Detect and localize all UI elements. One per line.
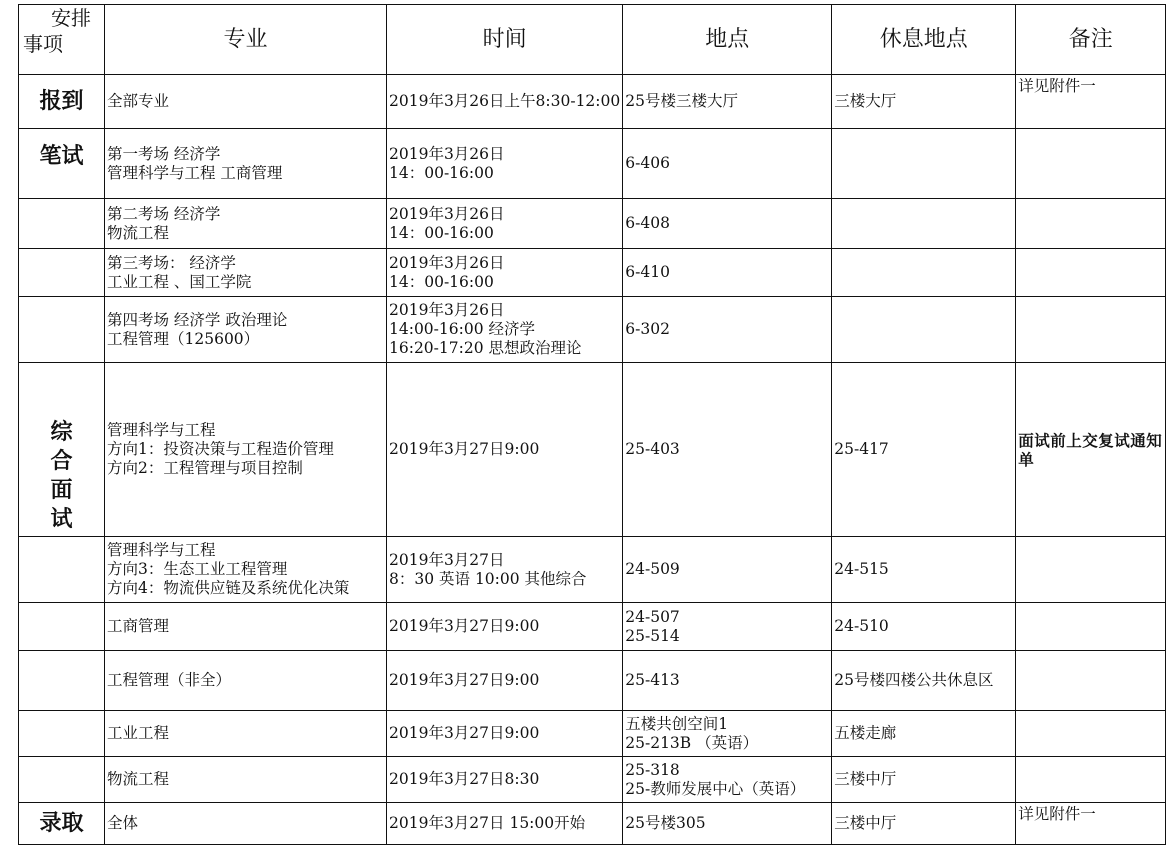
rest-cell: 三楼中厅: [832, 803, 1016, 845]
category-cell: [19, 537, 105, 603]
category-cell: 笔试: [19, 129, 105, 199]
rest-cell: 三楼大厅: [832, 75, 1016, 129]
place-line: 25号楼三楼大厅: [625, 92, 738, 110]
major-line: 工业工程: [107, 724, 170, 742]
time-cell: [387, 249, 623, 297]
time-cell: [387, 363, 623, 537]
major-cell: [105, 603, 387, 651]
header-major: 专业: [105, 5, 387, 75]
time-cell: [387, 199, 623, 249]
note-cell: 详见附件一: [1016, 75, 1166, 129]
time-line: 2019年3月26日: [389, 144, 505, 163]
major-line: 方向2：工程管理与项目控制: [107, 459, 303, 477]
major-cell: [105, 129, 387, 199]
schedule-table-container: [18, 4, 1166, 845]
major-line: 方向3：生态工业工程管理: [107, 560, 288, 578]
major-cell: [105, 363, 387, 537]
category-cell: [19, 363, 105, 537]
note-cell: [1016, 651, 1166, 711]
major-line: 方向4：物流供应链及系统优化决策: [107, 579, 350, 597]
time-line: 2019年3月26日: [389, 204, 505, 223]
time-line: 14：00-16:00: [389, 223, 494, 242]
major-line: 第一考场 经济学: [107, 144, 221, 163]
place-line: 25-413: [625, 671, 680, 689]
category-cell: 报到: [19, 75, 105, 129]
major-line: 第三考场： 经济学: [107, 253, 236, 272]
table-row: [19, 129, 1166, 199]
header-time: 时间: [387, 5, 623, 75]
table-row: [19, 297, 1166, 363]
schedule-table: [18, 4, 1166, 845]
table-row: [19, 363, 1166, 537]
rest-cell: 24-515: [832, 537, 1016, 603]
place-line: 24-507: [625, 607, 680, 626]
note-cell: [1016, 199, 1166, 249]
time-line: 14:00-16:00 经济学: [389, 320, 536, 338]
time-line: 2019年3月26日: [389, 301, 505, 319]
place-cell: [623, 249, 832, 297]
table-row: [19, 603, 1166, 651]
time-line: 14：00-16:00: [389, 272, 494, 291]
time-line: 2019年3月27日9:00: [389, 440, 540, 458]
category-cell: [19, 199, 105, 249]
place-line: 6-406: [625, 154, 670, 172]
time-cell: [387, 297, 623, 363]
rest-cell: 25-417: [832, 363, 1016, 537]
category-cell: [19, 711, 105, 757]
place-cell: [623, 603, 832, 651]
time-line: 8：30 英语 10:00 其他综合: [389, 569, 587, 588]
time-line: 16:20-17:20 思想政治理论: [389, 339, 582, 357]
place-line: 6-408: [625, 214, 670, 232]
place-line: 25-514: [625, 626, 680, 645]
time-cell: [387, 129, 623, 199]
table-row: [19, 199, 1166, 249]
major-line: 管理科学与工程: [107, 421, 216, 439]
time-line: 2019年3月27日: [389, 550, 505, 569]
table-row: [19, 75, 1166, 129]
header-item: [19, 5, 105, 75]
time-line: 14：00-16:00: [389, 163, 494, 182]
place-cell: [623, 199, 832, 249]
place-line: 五楼共创空间1: [625, 714, 729, 733]
category-cell: [19, 651, 105, 711]
time-line: 2019年3月27日9:00: [389, 724, 540, 742]
note-cell: 面试前上交复试通知单: [1016, 363, 1166, 537]
table-row: [19, 651, 1166, 711]
place-line: 6-410: [625, 263, 670, 281]
time-line: 2019年3月27日8:30: [389, 770, 540, 788]
header-item-line2: 事项: [23, 32, 63, 56]
major-line: 第二考场 经济学: [107, 204, 221, 223]
note-cell: [1016, 297, 1166, 363]
time-line: 2019年3月26日上午8:30-12:00: [389, 92, 621, 110]
note-cell: [1016, 757, 1166, 803]
time-cell: [387, 803, 623, 845]
major-cell: [105, 803, 387, 845]
table-row: [19, 249, 1166, 297]
header-item-line1: 安排: [51, 6, 91, 30]
major-line: 工商管理: [107, 617, 170, 635]
table-row: [19, 757, 1166, 803]
rest-cell: [832, 199, 1016, 249]
table-row: [19, 711, 1166, 757]
place-line: 25-教师发展中心（英语）: [625, 779, 806, 798]
place-line: 6-302: [625, 320, 670, 338]
major-cell: [105, 297, 387, 363]
note-cell: [1016, 603, 1166, 651]
note-cell: [1016, 249, 1166, 297]
header-note: 备注: [1016, 5, 1166, 75]
major-line: 方向1：投资决策与工程造价管理: [107, 440, 334, 458]
place-cell: [623, 129, 832, 199]
note-cell: [1016, 129, 1166, 199]
major-line: 物流工程: [107, 223, 170, 242]
note-cell: [1016, 537, 1166, 603]
header-row: [19, 5, 1166, 75]
major-line: 物流工程: [107, 770, 170, 788]
place-cell: [623, 803, 832, 845]
place-line: 25-403: [625, 440, 680, 458]
table-row: [19, 537, 1166, 603]
time-cell: [387, 75, 623, 129]
major-line: 第四考场 经济学 政治理论: [107, 310, 288, 329]
rest-cell: [832, 249, 1016, 297]
note-cell: [1016, 711, 1166, 757]
rest-cell: 五楼走廊: [832, 711, 1016, 757]
major-line: 全部专业: [107, 92, 170, 110]
rest-cell: 25号楼四楼公共休息区: [832, 651, 1016, 711]
major-line: 管理科学与工程 工商管理: [107, 163, 283, 182]
place-cell: [623, 75, 832, 129]
rest-cell: 24-510: [832, 603, 1016, 651]
place-cell: [623, 537, 832, 603]
rest-cell: [832, 297, 1016, 363]
time-cell: [387, 651, 623, 711]
time-cell: [387, 603, 623, 651]
category-cell: [19, 297, 105, 363]
table-row: [19, 803, 1166, 845]
category-vertical-text: 综合面试: [50, 419, 73, 532]
major-line: 工程管理（非全）: [107, 671, 232, 689]
rest-cell: 三楼中厅: [832, 757, 1016, 803]
header-place: 地点: [623, 5, 832, 75]
category-cell: 录取: [19, 803, 105, 845]
header-rest: 休息地点: [832, 5, 1016, 75]
major-cell: [105, 249, 387, 297]
major-cell: [105, 711, 387, 757]
place-cell: [623, 711, 832, 757]
place-cell: [623, 757, 832, 803]
major-cell: [105, 537, 387, 603]
time-line: 2019年3月27日 15:00开始: [389, 814, 586, 832]
time-cell: [387, 711, 623, 757]
place-line: 25-318: [625, 760, 680, 779]
note-cell: 详见附件一: [1016, 803, 1166, 845]
time-cell: [387, 757, 623, 803]
place-cell: [623, 651, 832, 711]
major-cell: [105, 199, 387, 249]
rest-cell: [832, 129, 1016, 199]
place-cell: [623, 363, 832, 537]
major-line: 全体: [107, 814, 139, 832]
time-line: 2019年3月26日: [389, 253, 505, 272]
place-line: 25号楼305: [625, 814, 706, 832]
place-line: 24-509: [625, 560, 680, 578]
category-cell: [19, 757, 105, 803]
place-cell: [623, 297, 832, 363]
place-line: 25-213B （英语）: [625, 733, 759, 752]
major-cell: [105, 75, 387, 129]
major-cell: [105, 651, 387, 711]
major-line: 工业工程 、国工学院: [107, 272, 252, 291]
major-cell: [105, 757, 387, 803]
time-line: 2019年3月27日9:00: [389, 617, 540, 635]
time-line: 2019年3月27日9:00: [389, 671, 540, 689]
major-line: 管理科学与工程: [107, 541, 216, 559]
major-line: 工程管理（125600）: [107, 329, 260, 348]
category-cell: [19, 603, 105, 651]
time-cell: [387, 537, 623, 603]
category-cell: [19, 249, 105, 297]
